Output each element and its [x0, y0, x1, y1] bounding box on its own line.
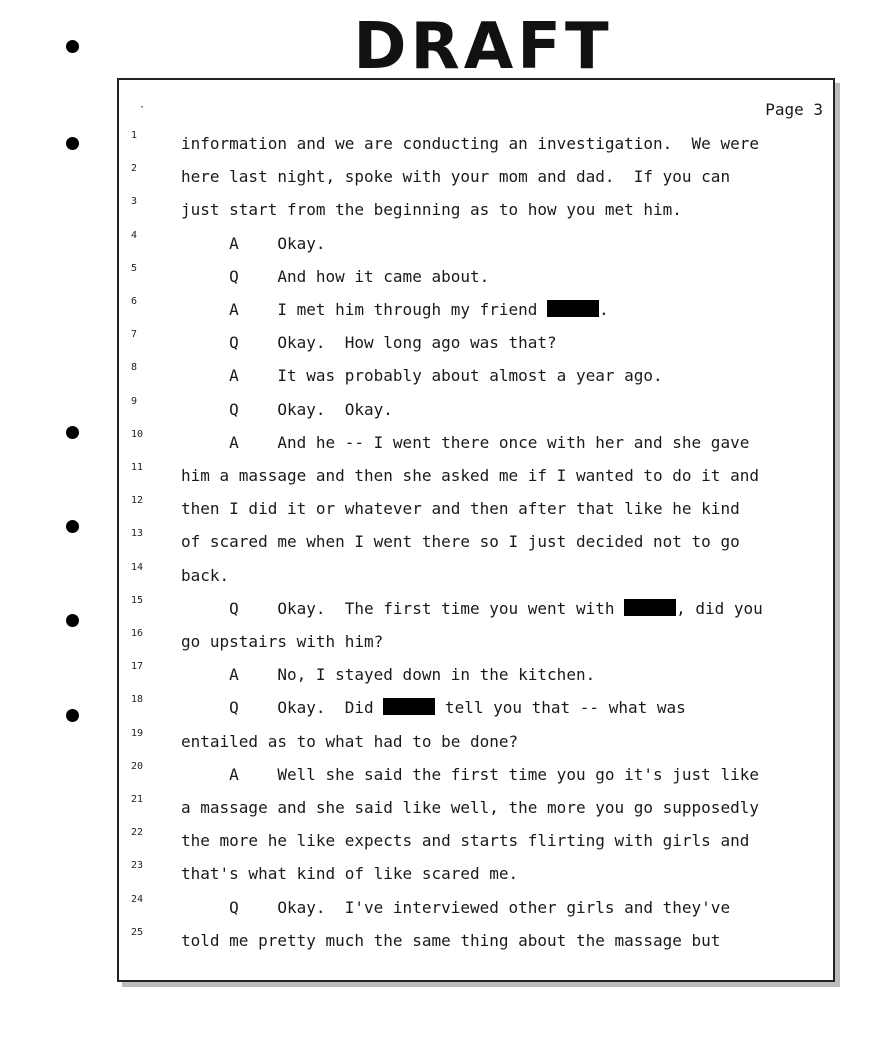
line-text — [181, 632, 383, 651]
text-segment: Q And how it came about. — [181, 266, 490, 286]
line-number: 7 — [131, 329, 138, 341]
text-segment: A I met him through my friend — [181, 300, 548, 319]
line-text — [181, 433, 749, 452]
transcript-line — [119, 259, 833, 292]
transcript-line — [119, 491, 833, 524]
line-number: 8 — [131, 362, 138, 374]
redaction-box — [383, 698, 435, 715]
text-segment: then I did it or whatever and then after that like he kind — [181, 499, 740, 519]
line-number: 16 — [131, 628, 144, 639]
transcript-line — [119, 458, 833, 491]
line-number: 13 — [131, 528, 144, 540]
line-number: 19 — [131, 727, 144, 739]
transcript-page — [117, 78, 835, 982]
transcript-line — [119, 657, 833, 690]
line-number: 11 — [131, 462, 144, 473]
text-segment: A It was probably about almost a year ago. — [181, 366, 663, 386]
line-number: 1 — [131, 130, 138, 141]
text-segment: go upstairs with him? — [181, 632, 384, 651]
text-segment: tell you that -- what was — [435, 698, 686, 718]
binder-hole — [66, 40, 79, 53]
line-number: 9 — [131, 395, 138, 407]
text-segment: a massage and she said like well, the more you go supposedly — [181, 798, 759, 817]
line-text — [181, 798, 759, 817]
line-text — [181, 864, 518, 883]
line-number: 17 — [131, 661, 144, 673]
transcript-line — [119, 856, 833, 889]
binder-hole — [66, 137, 79, 150]
line-number: 21 — [131, 794, 144, 805]
text-segment: Q Okay. Okay. — [181, 399, 393, 419]
text-segment: entailed as to what had to be done? — [181, 731, 519, 751]
transcript-line — [119, 226, 833, 259]
text-segment: Q Okay. I've interviewed other girls and they've — [181, 897, 731, 917]
line-text — [181, 333, 557, 352]
line-number: 3 — [131, 196, 138, 208]
binder-hole — [66, 614, 79, 627]
transcript-line — [119, 558, 833, 591]
transcript-line — [119, 591, 833, 624]
text-segment: , did you — [676, 598, 763, 618]
binder-hole — [66, 709, 79, 722]
text-segment: A No, I stayed down in the kitchen. — [181, 665, 596, 685]
line-number: 10 — [131, 428, 144, 440]
transcript-line — [119, 192, 833, 225]
line-text — [181, 300, 609, 319]
line-text — [181, 466, 759, 485]
line-text — [181, 134, 759, 153]
transcript-line — [119, 724, 833, 757]
line-number: 6 — [131, 296, 138, 307]
line-text — [181, 665, 595, 684]
transcript-line — [119, 392, 833, 425]
draft-stamp: DRAFT — [353, 10, 613, 84]
line-text — [181, 400, 393, 419]
line-text — [181, 267, 489, 286]
transcript-line — [119, 890, 833, 923]
line-text — [181, 765, 759, 784]
transcript-line — [119, 292, 833, 325]
line-number: 12 — [131, 495, 144, 507]
text-segment: A Okay. — [181, 233, 326, 253]
redaction-box — [547, 300, 599, 317]
line-text — [181, 167, 730, 186]
line-number: 18 — [131, 694, 144, 706]
line-text — [181, 931, 720, 950]
line-number: 24 — [131, 893, 144, 905]
line-text — [181, 532, 740, 551]
line-number: 22 — [131, 827, 144, 839]
binder-hole — [66, 520, 79, 533]
text-segment: just start from the beginning as to how you met him. — [181, 200, 682, 220]
line-number: 20 — [131, 760, 144, 772]
redaction-box — [624, 599, 676, 616]
transcript-line — [119, 790, 833, 823]
margin-mark: · — [139, 102, 146, 113]
transcript-line — [119, 823, 833, 856]
line-text — [181, 566, 229, 585]
line-text — [181, 499, 740, 518]
text-segment: Q Okay. How long ago was that? — [181, 333, 557, 353]
line-text — [181, 831, 749, 850]
transcript-line — [119, 524, 833, 557]
transcript-line — [119, 325, 833, 358]
text-segment: A Well she said the first time you go it's just like — [181, 764, 759, 784]
line-text — [181, 898, 730, 917]
text-segment: that's what kind of like scared me. — [181, 864, 519, 884]
text-segment: Q Okay. The first time you went with — [181, 598, 625, 618]
line-text — [181, 599, 763, 618]
transcript-line — [119, 923, 833, 956]
binder-hole — [66, 426, 79, 439]
transcript-line — [119, 690, 833, 723]
text-segment: of scared me when I went there so I just decided not to go — [181, 532, 740, 552]
transcript-line — [119, 624, 833, 657]
page-number: Page 3 — [765, 100, 823, 119]
line-text — [181, 234, 326, 253]
line-number: 23 — [131, 860, 144, 872]
transcript-line — [119, 425, 833, 458]
line-number: 15 — [131, 594, 144, 606]
text-segment: him a massage and then she asked me if I wanted to do it and — [181, 466, 759, 485]
text-segment: here last night, spoke with your mom and dad. If you can — [181, 167, 731, 187]
text-segment: A And he -- I went there once with her and she gave — [181, 432, 750, 452]
text-segment: back. — [181, 565, 230, 585]
transcript-line — [119, 358, 833, 391]
text-segment: the more he like expects and starts flirting with girls and — [181, 831, 750, 851]
line-number: 14 — [131, 561, 144, 573]
text-segment: told me pretty much the same thing about the massage but — [181, 930, 721, 950]
line-text — [181, 732, 518, 751]
text-segment: . — [599, 300, 609, 319]
line-text — [181, 200, 682, 219]
line-number: 4 — [131, 229, 138, 241]
line-number: 5 — [131, 262, 138, 274]
text-segment: information and we are conducting an investigation. We were — [181, 134, 759, 153]
text-segment: Q Okay. Did — [181, 698, 384, 718]
line-text — [181, 698, 686, 717]
line-number: 2 — [131, 163, 138, 175]
transcript-line — [119, 126, 833, 159]
line-number: 25 — [131, 926, 144, 938]
line-text — [181, 366, 663, 385]
transcript-line — [119, 757, 833, 790]
transcript-line — [119, 159, 833, 192]
